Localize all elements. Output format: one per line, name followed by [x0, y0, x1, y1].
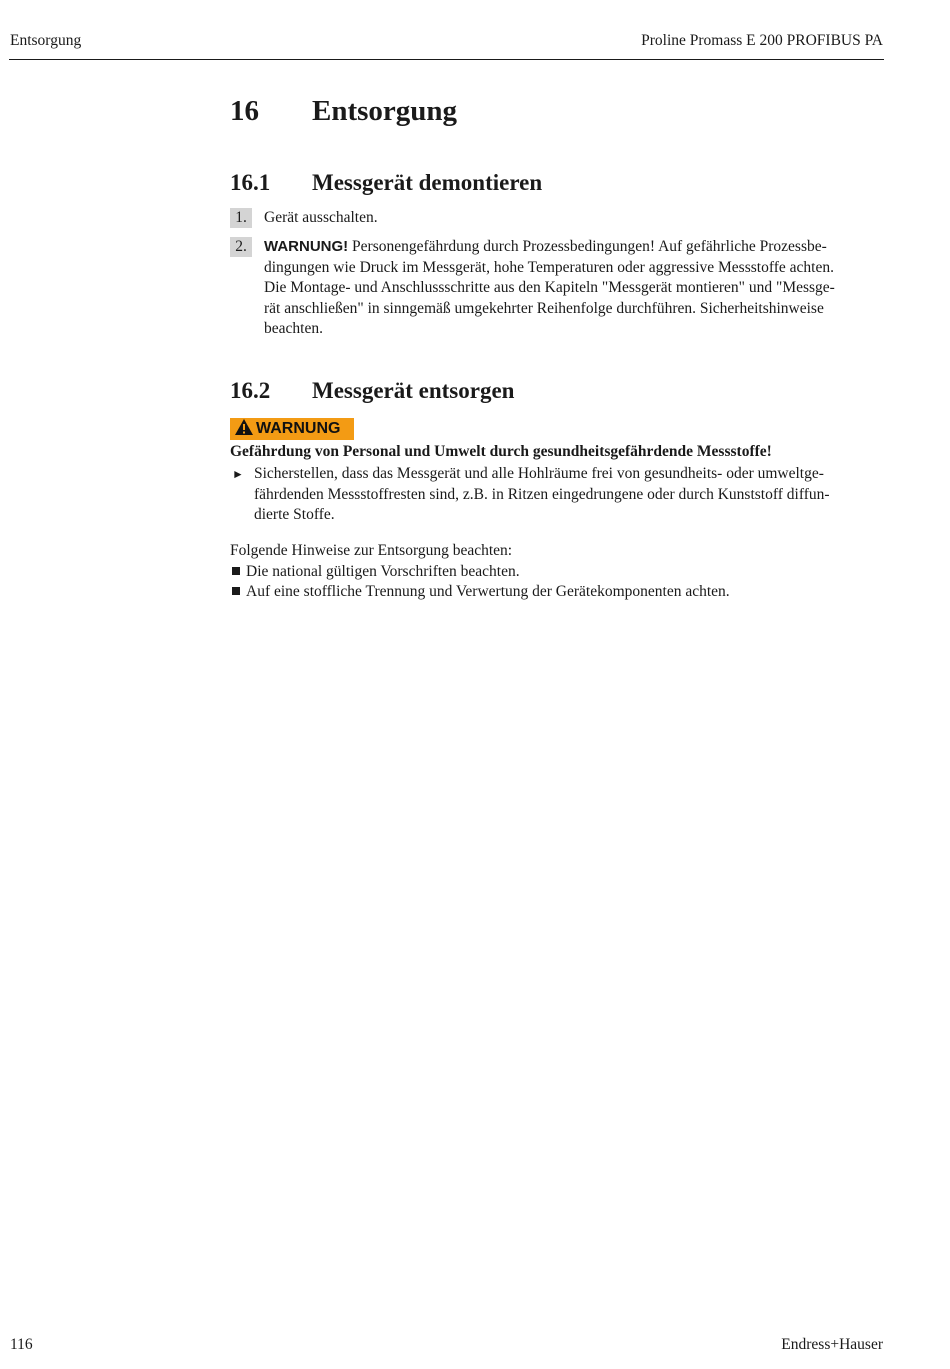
- step-number-badge: 1.: [230, 208, 252, 228]
- list-item-text: Die national gültigen Vorschriften beachten.: [246, 563, 520, 580]
- bullet-icon: [232, 567, 240, 575]
- bullet-icon: [232, 587, 240, 595]
- step-text: Gerät ausschalten.: [264, 209, 378, 226]
- footer-brand: Endress+Hauser: [781, 1336, 883, 1353]
- step-text-line: dingungen wie Druck im Messgerät, hohe Temperaturen oder aggressive Messstoffe achten.: [264, 258, 834, 276]
- list-item: [230, 563, 520, 581]
- section-heading-16-1: [230, 170, 542, 196]
- warning-action: [230, 464, 880, 526]
- step-2: [230, 237, 880, 340]
- step-1: [230, 208, 880, 229]
- action-text: [254, 464, 880, 526]
- chapter-number: 16: [230, 95, 259, 127]
- section-number: 16.1: [230, 170, 271, 195]
- action-text-line: Sicherstellen, dass das Messgerät und alle Hohlräume frei von gesundheits- oder umweltge-: [254, 465, 824, 482]
- section-number: 16.2: [230, 378, 271, 403]
- step-number-badge: 2.: [230, 237, 252, 257]
- step-text-line: beachten.: [264, 320, 323, 337]
- warning-label: [230, 418, 354, 440]
- disposal-intro: Folgende Hinweise zur Entsorgung beachten:: [230, 542, 513, 559]
- warning-title: Gefährdung von Personal und Umwelt durch gesundheitsgefährdende Messstoffe!: [230, 443, 772, 460]
- action-text-line: dierte Stoffe.: [254, 506, 335, 523]
- header-rule: [9, 59, 884, 60]
- step-text-line: Die Montage- und Anschlussschritte aus den Kapiteln "Messgerät montieren" und "Messge-: [264, 279, 835, 296]
- step-text-line: Personengefährdung durch Prozessbedingungen! Auf gefährliche Prozessbe-: [352, 238, 827, 255]
- header-section-title: Entsorgung: [10, 32, 82, 49]
- chapter-title: Entsorgung: [312, 95, 458, 127]
- warning-word: WARNUNG!: [264, 238, 349, 255]
- action-arrow-icon: ►: [232, 467, 244, 481]
- header-product-title: Proline Promass E 200 PROFIBUS PA: [641, 32, 883, 49]
- page-number: 116: [10, 1336, 33, 1353]
- section-title: Messgerät demontieren: [312, 170, 543, 195]
- warning-triangle-icon: [234, 418, 254, 436]
- step-text-line: rät anschließen" in sinngemäß umgekehrter Reihenfolge durchführen. Sicherheitshinweise: [264, 299, 824, 317]
- list-item: [230, 583, 730, 601]
- action-text-line: fährdenden Messstoffresten sind, z.B. in Ritzen eingedrungene oder durch Kunststoff diffun-: [254, 485, 830, 503]
- chapter-heading: [230, 95, 457, 128]
- list-item-text: Auf eine stoffliche Trennung und Verwertung der Gerätekomponenten achten.: [246, 583, 730, 600]
- warning-label-text: WARNUNG: [256, 420, 341, 437]
- section-title: Messgerät entsorgen: [312, 378, 515, 403]
- section-heading-16-2: [230, 378, 514, 404]
- step-text: [264, 237, 880, 340]
